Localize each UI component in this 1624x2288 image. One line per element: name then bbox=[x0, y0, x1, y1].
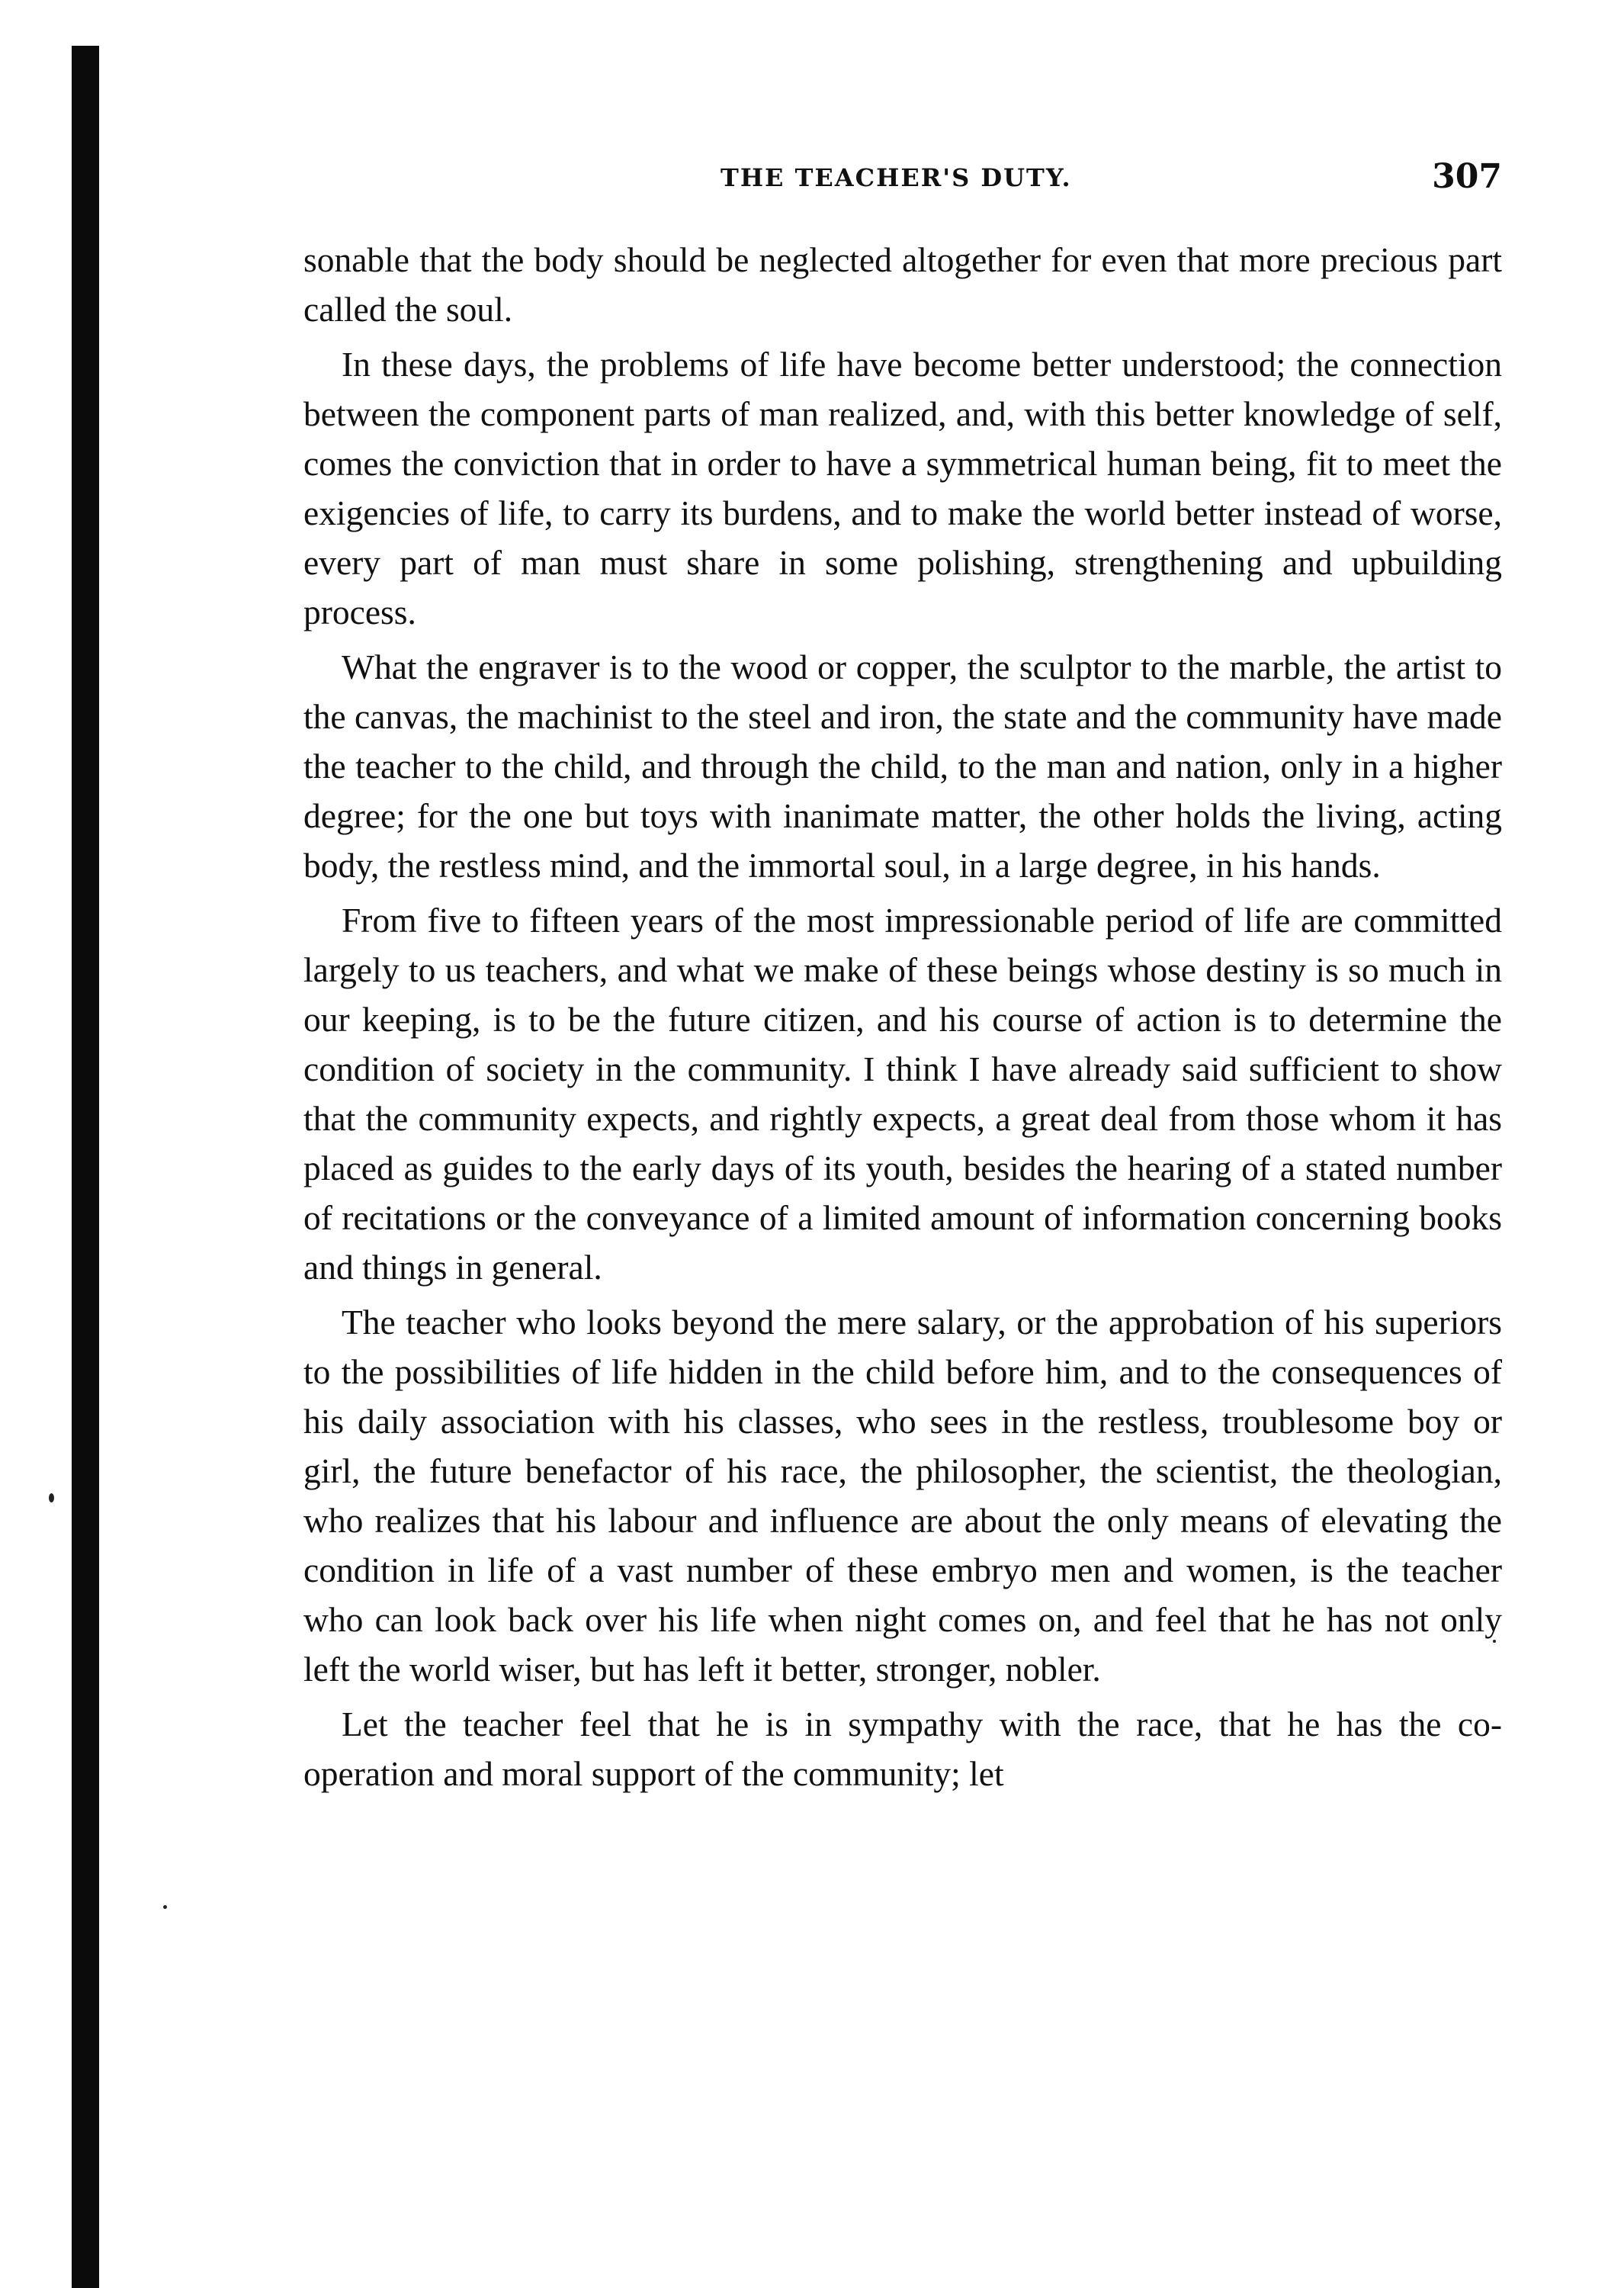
paragraph: sonable that the body should be neglected altogether for even that more precious part called the soul. bbox=[303, 240, 1502, 329]
paragraph: Let the teacher feel that he is in sympathy with the race, that he has the co-operation and moral support of the community; let bbox=[303, 1705, 1502, 1793]
body-text bbox=[303, 235, 1502, 1804]
running-head: THE TEACHER'S DUTY. bbox=[721, 163, 1072, 192]
scan-speck bbox=[163, 1905, 167, 1909]
page-header bbox=[305, 157, 1502, 203]
paragraph: The teacher who looks beyond the mere salary, or the approbation of his superiors to the possibilities of life hidden in the child before him, and to the consequences of his daily association with his classes, who sees in the restless, troublesome boy or girl, the future benefactor of his race, the philosopher, the scientist, the theologian, who realizes that his labour and influence are about the only means of elevating the condition in life of a vast number of these embryo men and women, is the teacher who can look back over his life when night comes on, and feel that he has not only left the world wiser, but has left it better, stronger, nobler. bbox=[303, 1303, 1502, 1689]
scan-speck bbox=[49, 1493, 54, 1502]
paragraph: From five to fifteen years of the most impressionable period of life are committed largely to us teachers, and what we make of these beings whose destiny is so much in our keeping, is to be the future citizen, and his course of action is to determine the condition of society in the community. I think I have already said sufficient to show that the community expects, and rightly expects, a great deal from those whom it has placed as guides to the early days of its youth, besides the hearing of a stated number of recitations or the conveyance of a limited amount of information concerning books and things in general. bbox=[303, 901, 1502, 1287]
paragraph: In these days, the problems of life have become better understood; the connection between the component parts of man realized, and, with this better knowledge of self, comes the conviction that in order to have a symmetrical human being, fit to meet the exigencies of life, to carry its burdens, and to make the world better instead of worse, every part of man must share in some polishing, strengthening and upbuilding process. bbox=[303, 345, 1502, 631]
paragraph: What the engraver is to the wood or copper, the sculptor to the marble, the artist to the canvas, the machinist to the steel and iron, the state and the community have made the teacher to the child, and through the child, to the man and nation, only in a higher degree; for the one but toys with inanimate matter, the other holds the living, acting body, the restless mind, and the immortal soul, in a large degree, in his hands. bbox=[303, 648, 1502, 885]
page-number: 307 bbox=[1432, 157, 1502, 196]
binding-edge bbox=[72, 46, 99, 2288]
